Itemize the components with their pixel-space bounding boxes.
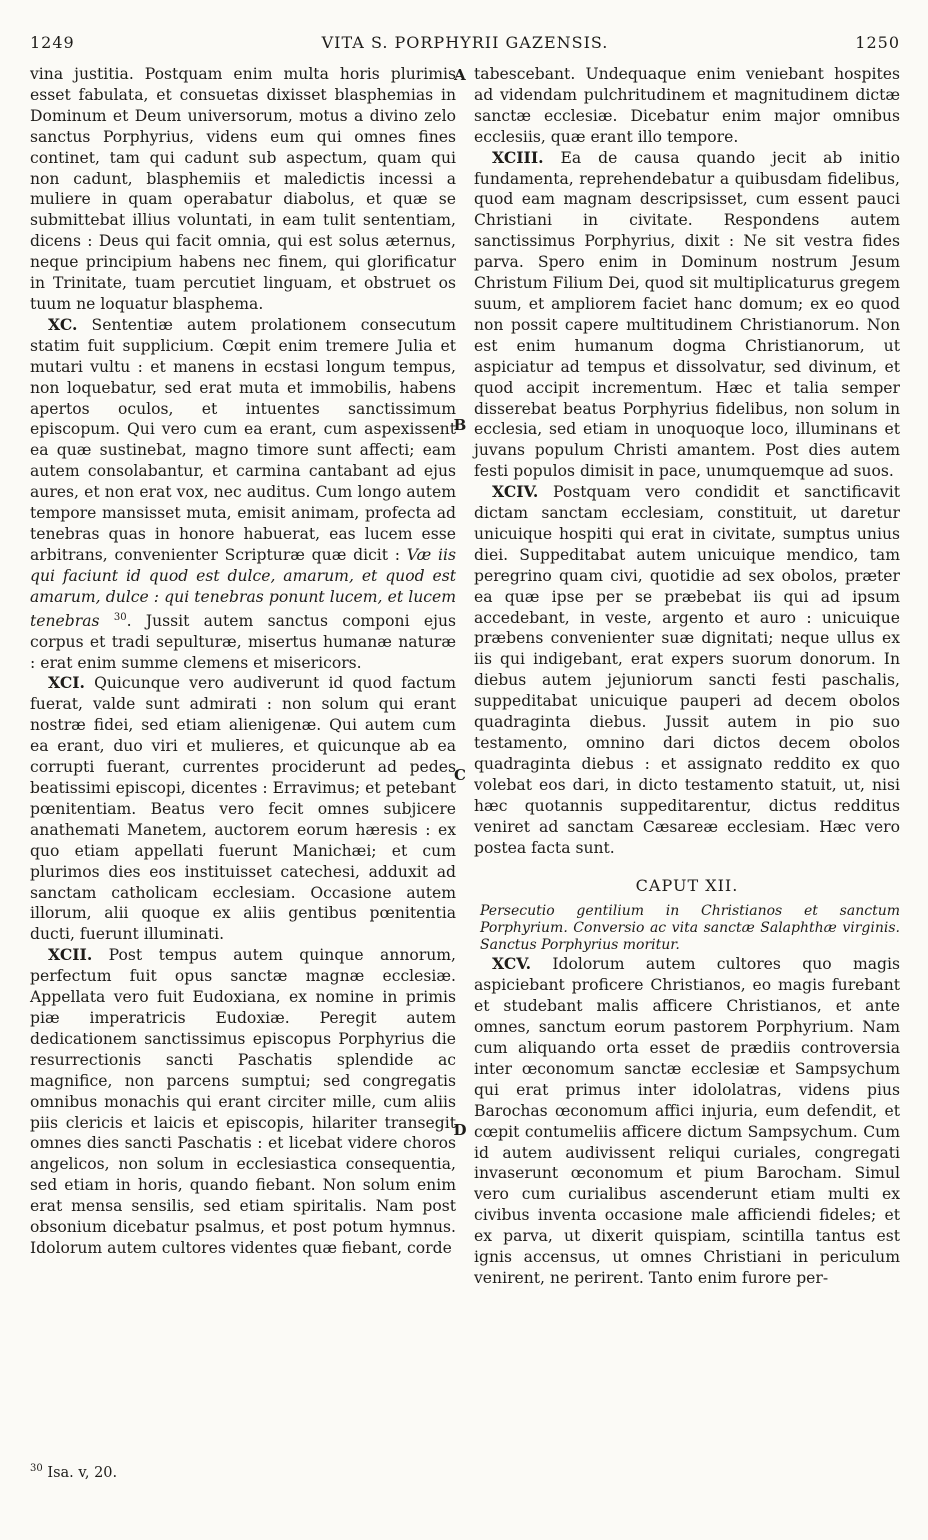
paragraph-xcii-text: Post tempus autem quinque annorum, perfectum fuit opus sanctæ magnæ ecclesiæ. Appellata vero fuit Eudoxiana, ex nomine in primis piæ imperatricis Eudoxiæ. Peregit autem dedicationem sanctissimus episcopus Porphyrius die resurrectionis sancti Paschatis splendide ac magnifice, non parcens sumptui; sed congregatis omnibus monachis qui erant circiter mille, cum aliis piis clericis et laicis et episcopis, hilariter transegit omnes dies sancti Paschatis : et licebat videre choros angelicos, non solum in ecclesiastica consequentia, sed etiam in horis, quando fiebant. Non solum enim erat mensa sensilis, sed etiam spiritalis. Nam post obsonium dicebatur psalmus, et post potum hymnus. Idolorum autem cultores videntes quæ fiebant, corde xyxy=(30,946,456,1257)
running-title: VITA S. PORPHYRII GAZENSIS. xyxy=(321,33,609,52)
section-number-xciv: XCIV. xyxy=(492,482,539,502)
footnote xyxy=(30,1463,117,1481)
scripture-quote: Væ iis qui faciunt id quod est dulce, amarum, et quod est amarum, dulce : qui tenebras ponunt lucem, et lucem tenebras xyxy=(30,545,457,630)
paragraph-xcii xyxy=(30,945,456,1259)
section-number-xcii: XCII. xyxy=(48,945,93,965)
paragraph-xciii xyxy=(474,148,900,483)
section-number-xcv: XCV. xyxy=(492,954,532,974)
paragraph-xc-text-a: Sententiæ autem prolationem consecutum statim fuit supplicium. Cœpit enim tremere Julia et mutari vultu : et manens in ecstasi longum tempus, non loquebatur, sed erat muta et immobilis, habens apertos oculos, et intuentes sanctissimum episcopum. Qui vero cum ea erant, cum aspexissent ea quæ sustinebat, magno timore sunt affecti; eam autem consolabantur, et carmina cantabant ad ejus aures, et non erat vox, nec auditus. Cum longo autem tempore mansisset muta, emisit animam, profecta ad tenebras quas in honore habuerat, eas lucem esse arbitrans, convenienter Scripturæ quæ dicit : xyxy=(30,315,456,564)
section-number-xc: XC. xyxy=(48,314,78,334)
paragraph-xciv xyxy=(474,482,900,858)
chapter-heading: CAPUT XII. xyxy=(635,876,739,896)
paragraph-xcv-text: Idolorum autem cultores quo magis aspiciebant proficere Christianos, eo magis furebant et studebant malis afficere Christianos, et ante omnes, sanctum eorum pastorem Porphyrium. Nam cum aliquando orta esset de prædiis controversia inter œconomum sanctæ ecclesiæ et Sampsychum qui erat primus inter idololatras, videns pius Barochas œconomum affici injuria, eum defendit, et cœpit contumeliis afficere dictum Sampsychum. Cum id autem audivissent reliqui curiales, congregati invaserunt œconomum et pium Barocham. Simul vero cum curialibus ascenderunt etiam multi ex civibus inventa occasione male afficiendi fideles; et ex parva, ut dixerit quispiam, scintilla tantus est ignis accensus, ut omnes Christiani in periculum venirent, ne perirent. Tanto enim furore per- xyxy=(474,955,900,1287)
margin-letter-a: A xyxy=(454,66,466,84)
paragraph-xci xyxy=(30,673,456,945)
paragraph-xci-text: Quicunque vero audiverunt id quod factum fuerat, valde sunt admirati : non solum qui erant nostræ fidei, sed etiam alienigenæ. Qui autem cum ea erant, duo viri et mulieres, et quicunque ab ea corrupti fuerant, currentes prociderunt ad pedes beatissimi episcopi, dicentes : Erravimus; et petebant pœnitentiam. Beatus vero fecit omnes subjicere anathemati Manetem, auctorem eorum hæresis : ex quo etiam appellati fuerunt Manichæi; et cum plurimos dies eos instituisset catechesi, adduxit ad sanctam catholicam ecclesiam. Occasione autem illorum, alii quoque ex aliis gentibus pœnitentia ducti, fuerunt illuminati. xyxy=(30,674,456,944)
right-column xyxy=(474,64,900,1289)
footnote-text: Isa. v, 20. xyxy=(42,1464,118,1481)
paragraph-xcv xyxy=(474,954,900,1289)
left-column xyxy=(30,64,456,1259)
section-number-xciii: XCIII. xyxy=(492,147,544,167)
footnote-reference: 30 xyxy=(113,611,127,623)
margin-letter-b: B xyxy=(453,416,467,434)
paragraph-xciv-text: Postquam vero condidit et sanctificavit dictam sanctam ecclesiam, constituit, ut daretur unicuique hospiti qui erat in civitate, sumptus unius diei. Suppeditabat autem unicuique mendico, tam peregrino quam civi, quotidie ad sex obolos, præter ea quæ ipse per se præbebat iis qui ad ipsum accedebant, in veste, argento et auro : unicuique præbens convenienter suæ dignitati; neque ullus ex iis qui indigebant, erat expers suorum donorum. In diebus autem jejuniorum sancti festi paschalis, suppeditabat unicuique pauperi ad decem obolos quadraginta diebus. Jussit autem in pio suo testamento, omnino dari dictos decem obolos quadraginta diebus : et assignato reddito ex quo volebat eos dari, in dicto testamento statuit, ut, nisi hæc quotannis suppeditarentur, dictus redditus veniret ad sanctam Cæsareæ ecclesiam. Hæc vero postea facta sunt. xyxy=(474,483,900,857)
page-number-right: 1250 xyxy=(855,33,900,52)
margin-letter-d: D xyxy=(453,1121,467,1139)
section-number-xci: XCI. xyxy=(48,673,85,693)
margin-letter-c: C xyxy=(454,766,466,784)
paragraph-xc-text-b: . Jussit autem sanctus componi ejus corpus et tradi sepulturæ, misertus humanæ naturæ : erat enim summe clemens et misericors. xyxy=(30,611,456,672)
paragraph-continued-right: tabescebant. Undequaque enim veniebant hospites ad videndam pulchritudinem et magnitudinem dictæ sanctæ ecclesiæ. Dicebatur enim major omnibus ecclesiis, quæ erant illo tempore. xyxy=(474,65,900,146)
chapter-summary: Persecutio gentilium in Christianos et sanctum Porphyrium. Conversio ac vita sanctæ Salaphthæ virginis. Sanctus Porphyrius moritur. xyxy=(480,903,900,954)
paragraph-continued: vina justitia. Postquam enim multa horis plurimis esset fabulata, et consuetas dixisset blasphemias in Dominum et Deum universorum, motus a divino zelo sanctus Porphyrius, videns eum qui omnes fines continet, tam qui cadunt sub aspectum, quam qui non cadunt, blasphemiis et maledictis incessi a muliere in quam operabatur diabolus, et quæ se submittebat illius voluntati, in eam tulit sententiam, dicens : Deus qui facit omnia, qui est solus æternus, neque principium habens nec finem, qui glorificatur in Trinitate, tuam percutiet linguam, et obstruet os tuum ne loquatur blasphema. xyxy=(30,65,456,313)
paragraph-xc xyxy=(30,315,456,674)
running-header xyxy=(30,33,900,57)
page-number-left: 1249 xyxy=(30,33,75,52)
paragraph-xciii-text: Ea de causa quando jecit ab initio fundamenta, reprehendebatur a quibusdam fidelibus, quod eam magnam descripsisset, cum essent pauci Christiani in civitate. Respondens autem sanctissimus Porphyrius, dixit : Ne sit vestra fides parva. Spero enim in Dominum nostrum Jesum Christum Filium Dei, quod sit multiplicaturus gregem suum, et ampliorem faciet hanc domum; ex eo quod non possit capere multitudinem Christianorum. Non est enim humanum dogma Christianorum, ut aspiciatur ad tempus et dissolvatur, sed divinum, et quod accipit incrementum. Hæc et talia semper disserebat beatus Porphyrius fidelibus, non solum in ecclesia, sed etiam in unoquoque loco, illuminans et juvans populum Christi amantem. Post dies autem festi populos dimisit in pace, unumquemque ad suos. xyxy=(474,148,900,481)
footnote-mark: 30 xyxy=(30,1463,43,1474)
